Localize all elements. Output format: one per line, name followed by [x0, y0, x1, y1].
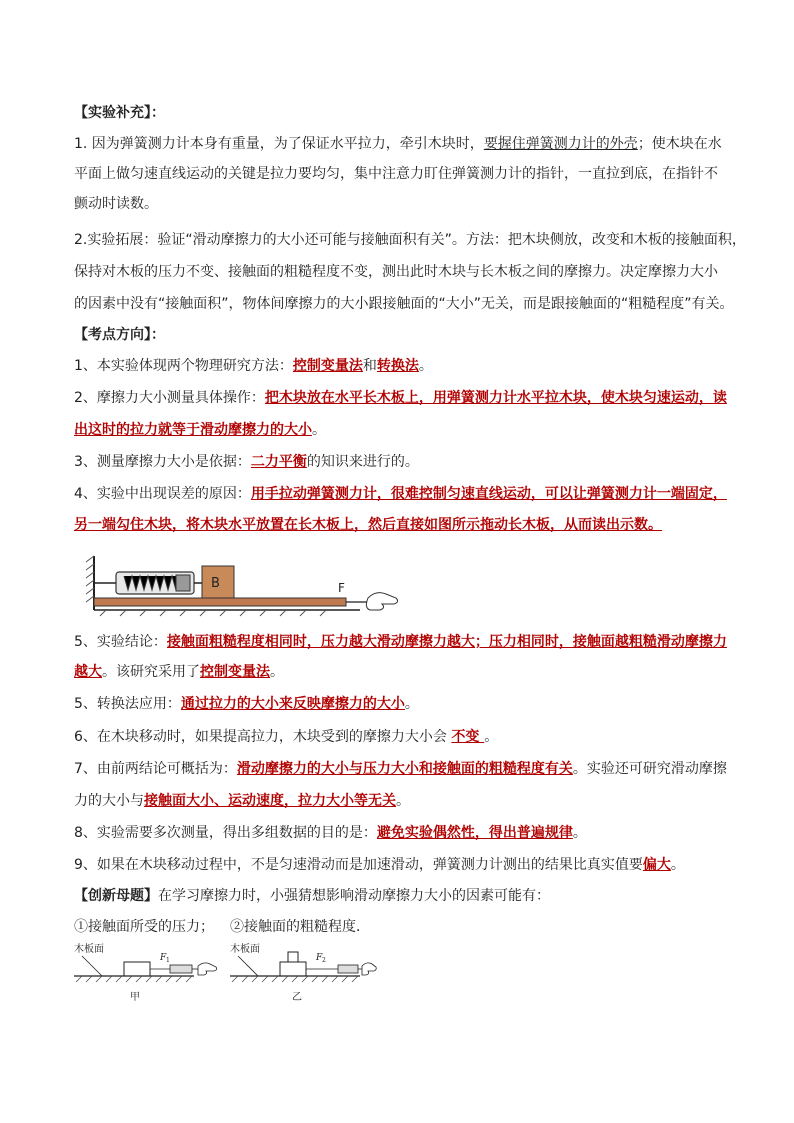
supplement-p1-line2: 平面上做匀速直线运动的关键是拉力要均匀，集中注意力盯住弹簧测力计的指针，一直拉到底，在指针不	[74, 166, 718, 182]
answer-text: 越大	[74, 664, 102, 680]
exam-item-3: 3、测量摩擦力大小是依据：二力平衡的知识来进行的。	[74, 454, 419, 470]
answer-text: 滑动摩擦力的大小与压力大小和接触面的粗糙程度有关	[236, 761, 573, 777]
answer-text: 出这时的拉力就等于滑动摩擦力的大小	[74, 422, 312, 438]
force-label: F	[160, 953, 167, 963]
answer-text: 接触面大小、运动速度，拉力大小等无关	[144, 793, 396, 809]
answer-text: 转换法	[376, 358, 419, 374]
factor-list	[74, 917, 726, 937]
surface-label: 木板面	[230, 944, 260, 955]
factor-2: ②接触面的粗糙程度．	[230, 919, 370, 935]
figure-caption: 乙	[292, 992, 302, 1003]
exam-item-2-line1: 2、摩擦力大小测量具体操作：把木块放在水平长木板上，用弹簧测力计水平拉木块，使木块匀速运动，读	[74, 390, 727, 406]
answer-text: 不变	[451, 729, 485, 745]
innovation-heading: 【创新母题】	[74, 888, 158, 904]
surface-label: 木板面	[74, 944, 104, 955]
force-label: F	[338, 581, 345, 595]
force-subscript: 2	[322, 957, 326, 964]
exam-item-4-line2	[74, 515, 726, 535]
exam-item-4-line1: 4、实验中出现误差的原因：用手拉动弹簧测力计，很难控制匀速直线运动，可以让弹簧测力计一端固定，	[74, 486, 727, 502]
exam-heading: 【考点方向】：	[74, 327, 165, 343]
answer-text: 偏大	[642, 857, 671, 873]
supplement-p1-line1: 1. 因为弹簧测力计本身有重量，为了保证水平拉力，牵引木块时，要握住弹簧测力计的外壳；使木块在水	[74, 136, 722, 152]
answer-text: 通过拉力的大小来反映摩擦力的大小	[180, 696, 405, 712]
force-subscript: 1	[166, 957, 170, 964]
factor-1: ①接触面所受的压力；	[74, 919, 214, 935]
supplement-p2-line1: 2.实验拓展：验证“滑动摩擦力的大小还可能与接触面积有关”。方法：把木块侧放，改变和木板的接触面积，	[74, 232, 746, 248]
spring-scale-apparatus-figure	[80, 550, 400, 618]
underlined-text: 要握住弹簧测力计的外壳	[483, 136, 638, 152]
answer-text: 控制变量法	[292, 358, 363, 374]
supplement-p2-line3: 的因素中没有“接触面积”，物体间摩擦力的大小跟接触面的“大小”无关，而是跟接触面的“粗糙程度”有关。	[74, 296, 734, 312]
exam-item-5b: 5、转换法应用：通过拉力的大小来反映摩擦力的大小。	[74, 696, 419, 712]
exam-item-7-line2: 力的大小与接触面大小、运动速度，拉力大小等无关。	[74, 793, 410, 809]
figure-caption: 甲	[130, 992, 140, 1003]
force-label: F	[316, 953, 323, 963]
answer-text: 用手拉动弹簧测力计，很难控制匀速直线运动，可以让弹簧测力计一端固定，	[250, 486, 727, 502]
exam-item-9: 9、如果在木块移动过程中，不是匀速滑动而是加速滑动，弹簧测力计测出的结果比真实值要偏大。	[74, 857, 685, 873]
supplement-heading: 【实验补充】：	[74, 105, 165, 121]
answer-text: 控制变量法	[200, 664, 270, 680]
innovation-line: 【创新母题】在学习摩擦力时，小强猜想影响滑动摩擦力大小的因素可能有：	[74, 888, 550, 904]
exam-item-5-line2: 越大。该研究采用了控制变量法。	[74, 664, 284, 680]
exam-item-8: 8、实验需要多次测量，得出多组数据的目的是：避免实验偶然性，得出普遍规律。	[74, 825, 587, 841]
exam-item-7-line1: 7、由前两结论可概括为：滑动摩擦力的大小与压力大小和接触面的粗糙程度有关。实验还可研究滑动摩擦	[74, 761, 727, 777]
exam-item-2-line2: 出这时的拉力就等于滑动摩擦力的大小。	[74, 422, 326, 438]
supplement-p2-line2: 保持对木板的压力不变、接触面的粗糙程度不变，测出此时木块与长木板之间的摩擦力。决定摩擦力大小	[74, 264, 718, 280]
answer-text: 把木块放在水平长木板上，用弹簧测力计水平拉木块，使木块匀速运动，读	[264, 390, 727, 406]
exam-item-1: 1、本实验体现两个物理研究方法：控制变量法和转换法。	[74, 358, 433, 374]
answer-text: 避免实验偶然性，得出普遍规律	[376, 825, 573, 841]
block-label: B	[211, 576, 220, 591]
answer-text: 另一端勾住木块，将木块水平放置在长木板上，然后直接如图所示拖动长木板，从而读出示数。	[74, 517, 662, 533]
exam-item-5-line1: 5、实验结论：接触面粗糙程度相同时，压力越大滑动摩擦力越大；压力相同时，接触面越粗糙滑动摩擦力	[74, 634, 727, 650]
answer-text: 接触面粗糙程度相同时，压力越大滑动摩擦力越大；压力相同时，接触面越粗糙滑动摩擦力	[166, 634, 727, 650]
figure-jia	[72, 940, 222, 1006]
answer-text: 二力平衡	[250, 454, 307, 470]
exam-item-6: 6、在木块移动时，如果提高拉力，木块受到的摩擦力大小会 不变 。	[74, 729, 499, 745]
figure-yi	[228, 940, 378, 1006]
supplement-p1-line3: 颤动时读数。	[74, 196, 158, 212]
